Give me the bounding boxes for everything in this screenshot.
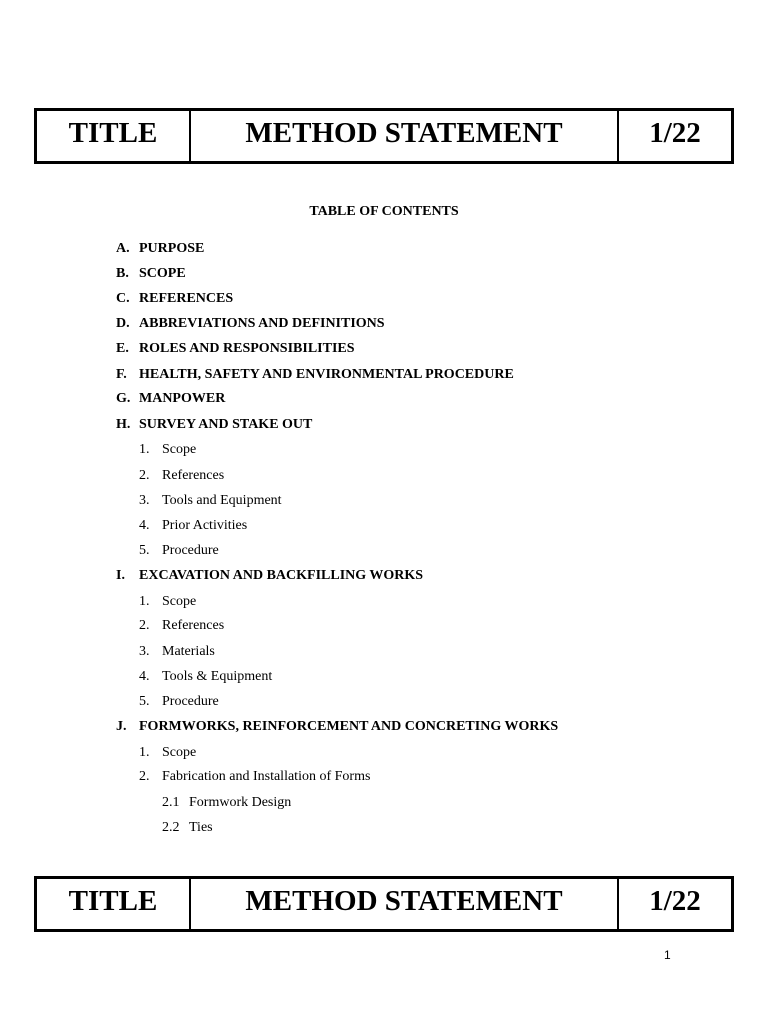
toc-marker: 4.	[139, 669, 150, 684]
header-title-table	[34, 108, 734, 164]
toc-text: ABBREVIATIONS AND DEFINITIONS	[139, 316, 385, 331]
toc-entry-subsection	[139, 517, 247, 535]
toc-text: Scope	[162, 442, 197, 457]
toc-text: EXCAVATION AND BACKFILLING WORKS	[139, 568, 424, 583]
toc-heading: TABLE OF CONTENTS	[309, 204, 459, 219]
toc-text: SCOPE	[139, 266, 186, 281]
toc-entry-subsubsection	[162, 819, 213, 837]
toc-marker: G.	[116, 391, 131, 406]
toc-entry-section	[116, 240, 204, 258]
toc-marker: F.	[116, 367, 127, 382]
toc-text: Procedure	[162, 694, 219, 709]
toc-marker: 1.	[139, 442, 150, 457]
toc-marker: I.	[116, 568, 125, 583]
toc-text: Tools and Equipment	[162, 493, 282, 508]
toc-entry-section	[116, 265, 186, 283]
toc-marker: 4.	[139, 518, 150, 533]
toc-marker: J.	[116, 719, 127, 734]
toc-text: PURPOSE	[139, 241, 205, 256]
toc-text: Fabrication and Installation of Forms	[162, 769, 371, 784]
toc-marker: H.	[116, 417, 131, 432]
toc-entry-section	[116, 366, 514, 384]
toc-marker: 3.	[139, 493, 150, 508]
toc-marker: 1.	[139, 594, 150, 609]
toc-entry-subsection	[139, 467, 224, 485]
toc-entry-section	[116, 390, 225, 408]
toc-text: REFERENCES	[139, 291, 234, 306]
toc-text: MANPOWER	[139, 391, 226, 406]
toc-text: Materials	[162, 644, 215, 659]
header-document-name: METHOD STATEMENT	[191, 111, 619, 161]
toc-text: Scope	[162, 594, 197, 609]
toc-text: SURVEY AND STAKE OUT	[139, 417, 313, 432]
toc-entry-subsection	[139, 668, 272, 686]
toc-text: Formwork Design	[189, 795, 292, 810]
footer-document-name: METHOD STATEMENT	[191, 879, 619, 929]
toc-entry-section	[116, 315, 385, 333]
toc-marker: 2.2	[162, 820, 180, 835]
toc-entry-subsection	[139, 768, 370, 786]
footer-title-table	[34, 876, 734, 932]
toc-text: Prior Activities	[162, 518, 248, 533]
toc-entry-subsection	[139, 542, 219, 560]
header-page-count: 1/22	[649, 117, 701, 149]
footer-title-label: TITLE	[37, 879, 191, 929]
toc-marker: E.	[116, 341, 129, 356]
page-number: 1	[664, 948, 671, 962]
header-title-label: TITLE	[37, 111, 191, 161]
toc-entry-subsection	[139, 492, 282, 510]
toc-entry-section	[116, 416, 312, 434]
toc-text: FORMWORKS, REINFORCEMENT AND CONCRETING WORKS	[139, 719, 559, 734]
toc-text: Scope	[162, 745, 197, 760]
toc-text: Procedure	[162, 543, 219, 558]
toc-marker: B.	[116, 266, 129, 281]
toc-marker: D.	[116, 316, 130, 331]
toc-text: Tools & Equipment	[162, 669, 273, 684]
toc-text: HEALTH, SAFETY AND ENVIRONMENTAL PROCEDURE	[139, 367, 514, 382]
toc-entry-subsection	[139, 441, 196, 459]
toc-marker: A.	[116, 241, 130, 256]
toc-marker: 5.	[139, 543, 150, 558]
toc-marker: 2.	[139, 769, 150, 784]
footer-page-count: 1/22	[649, 885, 701, 917]
toc-entry-section	[116, 290, 233, 308]
toc-text: References	[162, 618, 225, 633]
toc-marker: 2.	[139, 618, 150, 633]
toc-text: References	[162, 468, 225, 483]
toc-entry-section	[116, 340, 355, 358]
toc-marker: 1.	[139, 745, 150, 760]
toc-entry-subsection	[139, 593, 196, 611]
toc-marker: 2.	[139, 468, 150, 483]
toc-marker: C.	[116, 291, 130, 306]
toc-entry-subsection	[139, 617, 224, 635]
toc-entry-section	[116, 718, 558, 736]
toc-entry-subsubsection	[162, 794, 291, 812]
toc-entry-subsection	[139, 744, 196, 762]
toc-marker: 3.	[139, 644, 150, 659]
toc-entry-subsection	[139, 643, 215, 661]
toc-text: Ties	[189, 820, 213, 835]
toc-entry-subsection	[139, 693, 219, 711]
toc-text: ROLES AND RESPONSIBILITIES	[139, 341, 355, 356]
toc-marker: 5.	[139, 694, 150, 709]
toc-marker: 2.1	[162, 795, 180, 810]
toc-entry-section	[116, 567, 423, 585]
